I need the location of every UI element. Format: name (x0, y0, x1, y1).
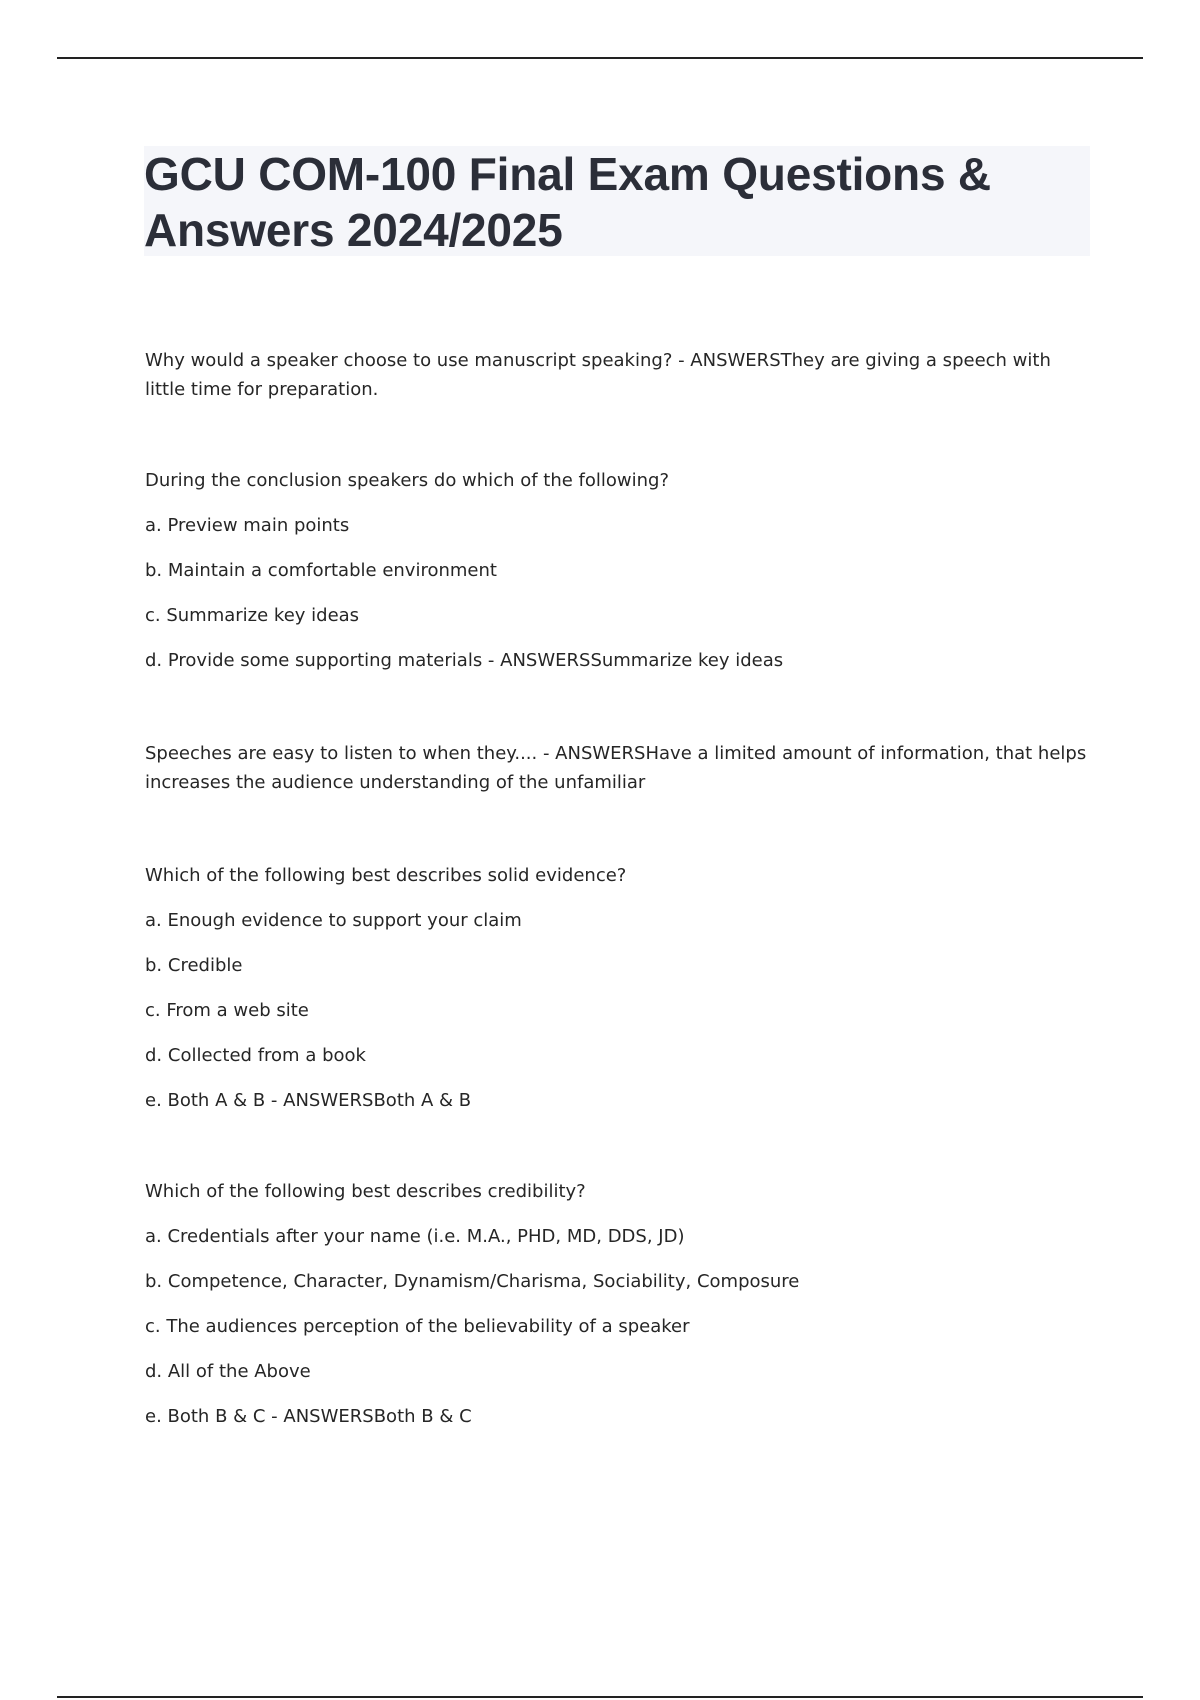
header-rule (57, 57, 1143, 59)
question-2-option-d: d. Provide some supporting materials - ANSWERSSummarize key ideas (145, 650, 784, 671)
question-1 (145, 346, 1095, 404)
question-5 (145, 1177, 1095, 1431)
question-3 (145, 739, 1095, 797)
document-body (145, 346, 1095, 1431)
question-4 (145, 861, 1095, 1115)
question-5-option-d: d. All of the Above (145, 1361, 311, 1382)
question-2 (145, 466, 1095, 675)
question-5-option-c: c. The audiences perception of the believability of a speaker (145, 1316, 690, 1337)
question-2-option-a: a. Preview main points (145, 515, 350, 536)
question-1-text: Why would a speaker choose to use manuscript speaking? - ANSWERSThey are giving a speech with little time for preparation. (145, 350, 1051, 400)
document-title: GCU COM-100 Final Exam Questions & Answers 2024/2025 (144, 148, 991, 256)
question-4-option-d: d. Collected from a book (145, 1045, 366, 1066)
title-block (144, 146, 1090, 256)
question-2-option-c: c. Summarize key ideas (145, 605, 360, 626)
question-5-option-b: b. Competence, Character, Dynamism/Charisma, Sociability, Composure (145, 1271, 800, 1292)
question-3-text: Speeches are easy to listen to when they.... - ANSWERSHave a limited amount of information, that helps increases the audience understanding of the unfamiliar (145, 743, 1087, 793)
footer-rule (57, 1696, 1143, 1698)
question-2-option-b: b. Maintain a comfortable environment (145, 560, 497, 581)
question-5-stem: Which of the following best describes credibility? (145, 1181, 586, 1202)
question-4-stem: Which of the following best describes solid evidence? (145, 865, 627, 886)
question-4-option-a: a. Enough evidence to support your claim (145, 910, 522, 931)
question-4-option-c: c. From a web site (145, 1000, 309, 1021)
question-5-option-a: a. Credentials after your name (i.e. M.A., PHD, MD, DDS, JD) (145, 1226, 685, 1247)
question-5-option-e: e. Both B & C - ANSWERSBoth B & C (145, 1406, 472, 1427)
question-4-option-e: e. Both A & B - ANSWERSBoth A & B (145, 1090, 472, 1111)
question-4-option-b: b. Credible (145, 955, 243, 976)
question-2-stem: During the conclusion speakers do which of the following? (145, 470, 670, 491)
